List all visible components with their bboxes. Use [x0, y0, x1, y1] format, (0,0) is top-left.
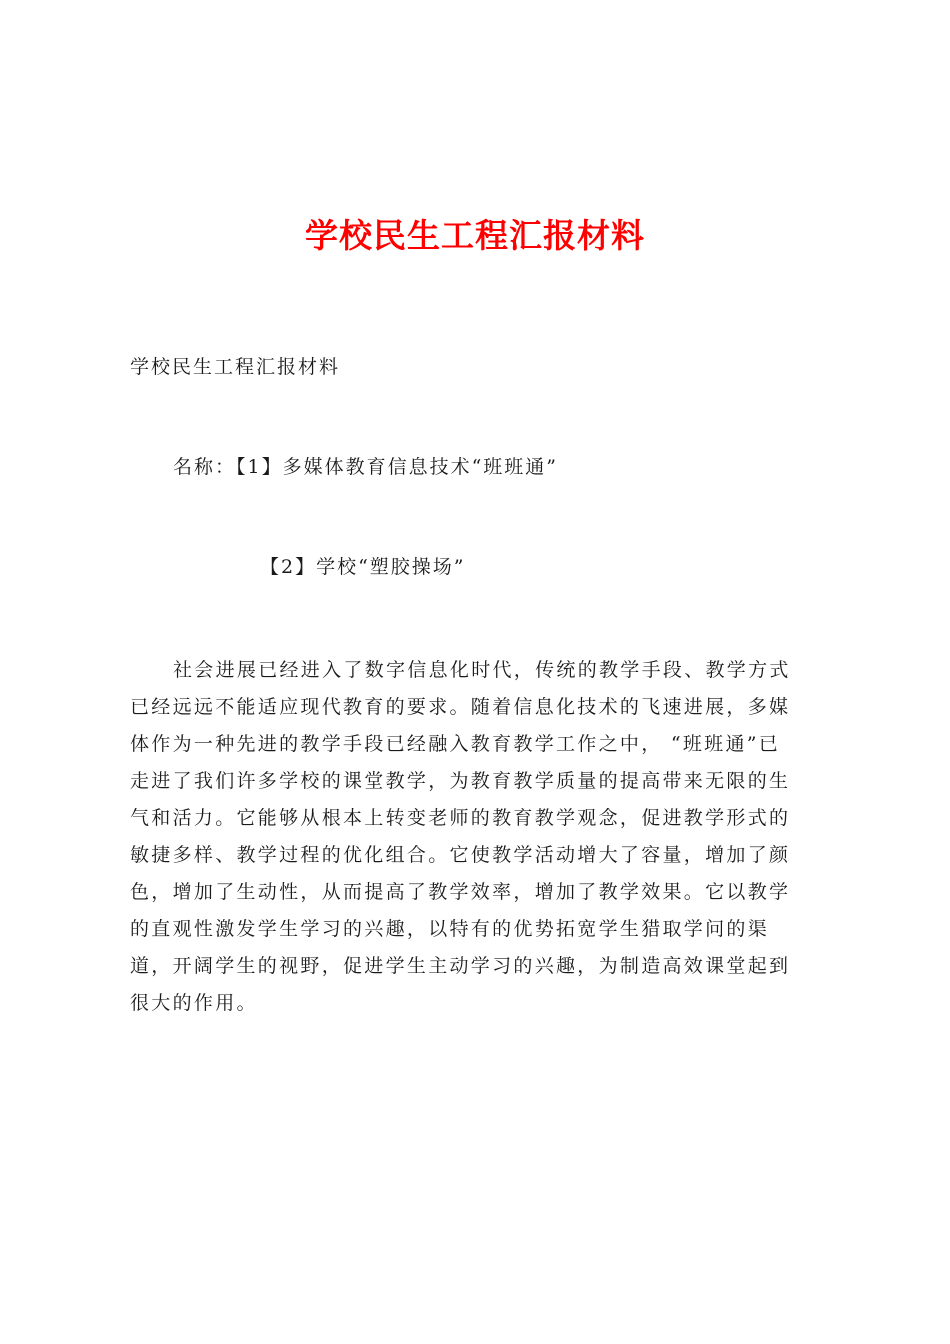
- name-line: 名称：【1】多媒体教育信息技术“班班通”: [173, 456, 559, 478]
- paragraph-line: 体作为一种先进的教学手段已经融入教育教学工作之中， “班班通”已: [130, 733, 781, 755]
- paragraph-line: 社会进展已经进入了数字信息化时代，传统的教学手段、教学方式: [173, 659, 791, 681]
- paragraph-line: 很大的作用。: [130, 992, 258, 1014]
- paragraph-line: 色，增加了生动性，从而提高了教学效率，增加了教学效果。它以教学: [130, 881, 791, 903]
- document-title: 学校民生工程汇报材料: [305, 216, 645, 255]
- paragraph-line: 敏捷多样、教学过程的优化组合。它使教学活动增大了容量，增加了颜: [130, 844, 791, 866]
- paragraph-line: 的直观性激发学生学习的兴趣，以特有的优势拓宽学生猎取学问的渠: [130, 918, 770, 940]
- document-subtitle: 学校民生工程汇报材料: [130, 356, 341, 378]
- paragraph-line: 走进了我们许多学校的课堂教学，为教育教学质量的提高带来无限的生: [130, 770, 791, 792]
- name-item-2: 【2】学校“塑胶操场”: [260, 556, 466, 578]
- paragraph-line: 气和活力。它能够从根本上转变老师的教育教学观念，促进教学形式的: [130, 807, 791, 829]
- paragraph-line: 已经远远不能适应现代教育的要求。随着信息化技术的飞速进展，多媒: [130, 696, 791, 718]
- paragraph-line: 道，开阔学生的视野，促进学生主动学习的兴趣，为制造高效课堂起到: [130, 955, 791, 977]
- body-paragraph: [130, 652, 791, 1022]
